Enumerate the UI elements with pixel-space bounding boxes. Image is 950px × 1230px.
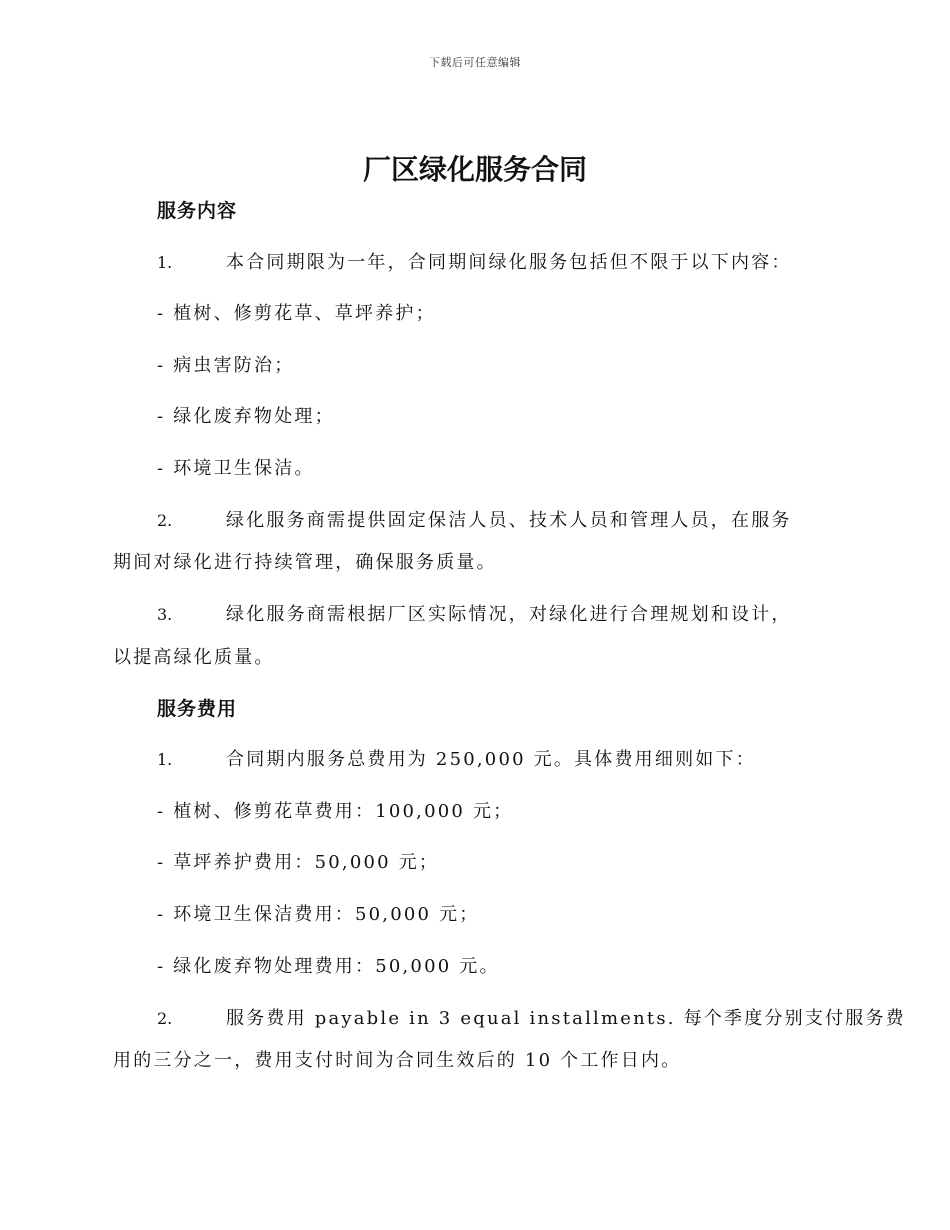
list-item: - 草坪养护费用：50,000 元； — [157, 852, 440, 873]
clause-text: 服务费用 payable in 3 equal installments. 每个季度分别支付服务费 — [226, 1008, 906, 1029]
clause-text: 绿化服务商需根据厂区实际情况，对绿化进行合理规划和设计， — [226, 604, 792, 625]
clause-text-continuation: 用的三分之一，费用支付时间为合同生效后的 10 个工作日内。 — [113, 1050, 682, 1071]
clause-number: 3. — [157, 605, 173, 624]
list-item: - 植树、修剪花草、草坪养护； — [157, 303, 436, 324]
clause-number: 2. — [157, 1009, 173, 1028]
clause-number: 2. — [157, 511, 173, 530]
section-heading-service-content: 服务内容 — [157, 200, 238, 222]
clause-number: 1. — [157, 253, 173, 272]
clause-number: 1. — [157, 750, 173, 769]
section-heading-service-fees: 服务费用 — [157, 698, 238, 720]
clause-text-continuation: 期间对绿化进行持续管理，确保服务质量。 — [113, 552, 497, 573]
list-item: - 植树、修剪花草费用：100,000 元； — [157, 801, 514, 822]
page-header-note: 下载后可任意编辑 — [429, 56, 521, 69]
clause-text-continuation: 以提高绿化质量。 — [113, 647, 275, 668]
list-item: - 绿化废弃物处理； — [157, 406, 335, 427]
document-title: 厂区绿化服务合同 — [362, 153, 587, 186]
clause-text: 绿化服务商需提供固定保洁人员、技术人员和管理人员，在服务 — [226, 510, 792, 531]
clause-text: 本合同期限为一年，合同期间绿化服务包括但不限于以下内容： — [226, 252, 792, 273]
list-item: - 环境卫生保洁。 — [157, 458, 315, 479]
list-item: - 环境卫生保洁费用：50,000 元； — [157, 904, 480, 925]
list-item: - 病虫害防治； — [157, 355, 295, 376]
list-item: - 绿化废弃物处理费用：50,000 元。 — [157, 956, 500, 977]
clause-text: 合同期内服务总费用为 250,000 元。具体费用细则如下： — [226, 749, 756, 770]
